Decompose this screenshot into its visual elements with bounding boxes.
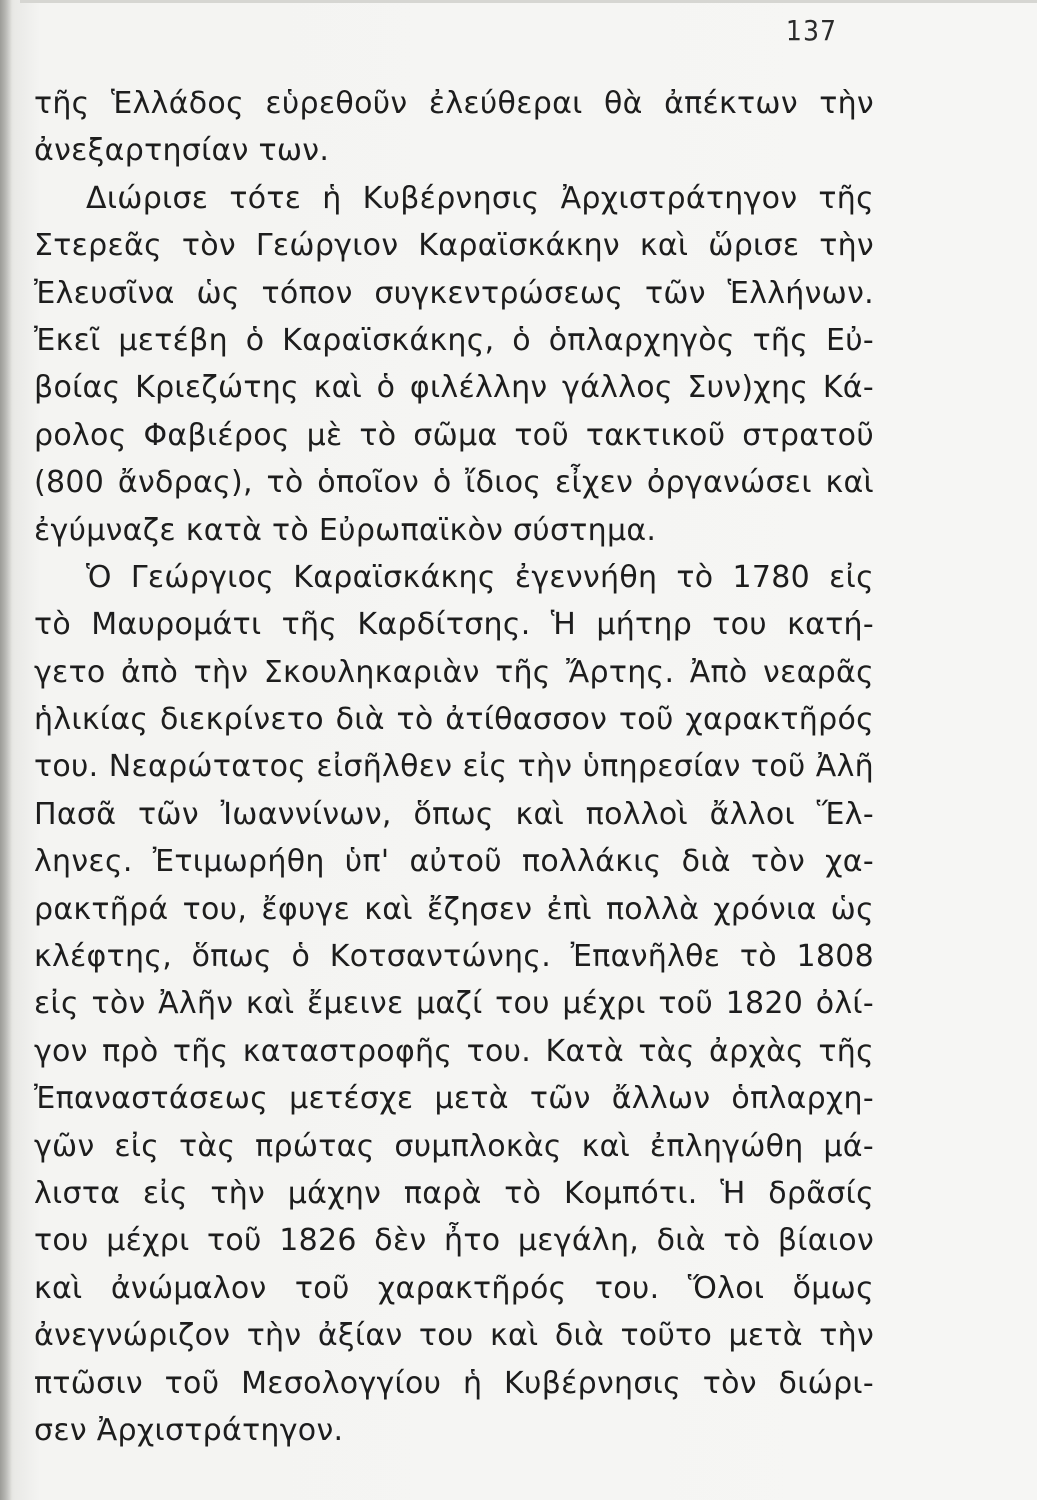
text-line: εἰς τὸν Ἀλῆν καὶ ἔμεινε μαζί του μέχρι τοῦ 1820 ὀλί-: [34, 986, 874, 1022]
text-line: Ἐκεῖ μετέβη ὁ Καραϊσκάκης, ὁ ὁπλαρχηγὸς τῆς Εὐ-: [34, 322, 874, 358]
text-line: βοίας Κριεζώτης καὶ ὁ φιλέλλην γάλλος Συν)χης Κά-: [34, 370, 874, 406]
text-line: Πασᾶ τῶν Ἰωαννίνων, ὅπως καὶ πολλοὶ ἄλλοι Ἕλ-: [34, 796, 874, 832]
text-line: γῶν εἰς τὰς πρώτας συμπλοκὰς καὶ ἐπληγώθη μά-: [34, 1128, 874, 1164]
binding-shadow: [0, 0, 12, 1500]
text-line: Στερεᾶς τὸν Γεώργιον Καραϊσκάκην καὶ ὥρισε τὴν: [34, 228, 874, 264]
top-edge: [20, 0, 1037, 3]
text-line: καὶ ἀνώμαλον τοῦ χαρακτῆρός του. Ὅλοι ὅμως: [34, 1270, 874, 1306]
text-line: κλέφτης, ὅπως ὁ Κοτσαντώνης. Ἐπανῆλθε τὸ 1808: [34, 939, 874, 975]
page-number: 137: [785, 14, 837, 47]
text-line: Ἐπαναστάσεως μετέσχε μετὰ τῶν ἄλλων ὁπλαρχη-: [34, 1081, 874, 1117]
text-line: ληνες. Ἐτιμωρήθη ὑπ' αὐτοῦ πολλάκις διὰ τὸν χα-: [34, 844, 874, 880]
text-line: Ἐλευσῖνα ὡς τόπον συγκεντρώσεως τῶν Ἑλλήνων.: [34, 275, 874, 311]
text-line: τῆς Ἑλλάδος εὑρεθοῦν ἐλεύθεραι θὰ ἀπέκτων τὴν: [34, 86, 874, 121]
text-line: ἀνεξαρτησίαν των.: [34, 133, 330, 169]
text-line: γον πρὸ τῆς καταστροφῆς του. Κατὰ τὰς ἀρχὰς τῆς: [34, 1033, 874, 1069]
text-line: τὸ Μαυρομάτι τῆς Καρδίτσης. Ἡ μήτηρ του κατή-: [34, 607, 874, 643]
text-line: γετο ἀπὸ τὴν Σκουληκαριὰν τῆς Ἄρτης. Ἀπὸ νεαρᾶς: [34, 654, 874, 690]
text-line: (800 ἄνδρας), τὸ ὁποῖον ὁ ἴδιος εἶχεν ὀργανώσει καὶ: [34, 465, 874, 501]
text-line: λιστα εἰς τὴν μάχην παρὰ τὸ Κομπότι. Ἡ δρᾶσίς: [34, 1175, 874, 1211]
text-line: πτῶσιν τοῦ Μεσολογγίου ἡ Κυβέρνησις τὸν διώρι-: [34, 1365, 874, 1401]
text-line: του. Νεαρώτατος εἰσῆλθεν εἰς τὴν ὑπηρεσίαν τοῦ Ἀλῆ: [34, 749, 874, 785]
text-line: Διώρισε τότε ἡ Κυβέρνησις Ἀρχιστράτηγον τῆς: [86, 180, 874, 216]
text-line: ρολος Φαβιέρος μὲ τὸ σῶμα τοῦ τακτικοῦ στρατοῦ: [34, 417, 874, 453]
text-line: του μέχρι τοῦ 1826 δὲν ἦτο μεγάλη, διὰ τὸ βίαιον: [34, 1223, 874, 1259]
text-line: ἀνεγνώριζον τὴν ἀξίαν του καὶ διὰ τοῦτο μετὰ τὴν: [34, 1318, 874, 1354]
body-text: [34, 80, 874, 1454]
text-line: σεν Ἀρχιστράτηγον.: [34, 1412, 344, 1448]
text-line: ἐγύμναζε κατὰ τὸ Εὐρωπαϊκὸν σύστημα.: [34, 512, 657, 548]
text-line: ἡλικίας διεκρίνετο διὰ τὸ ἀτίθασσον τοῦ χαρακτῆρός: [34, 702, 874, 738]
text-line: ρακτῆρά του, ἔφυγε καὶ ἔζησεν ἐπὶ πολλὰ χρόνια ὡς: [34, 891, 874, 927]
text-line: Ὁ Γεώργιος Καραϊσκάκης ἐγεννήθη τὸ 1780 εἰς: [86, 559, 874, 595]
